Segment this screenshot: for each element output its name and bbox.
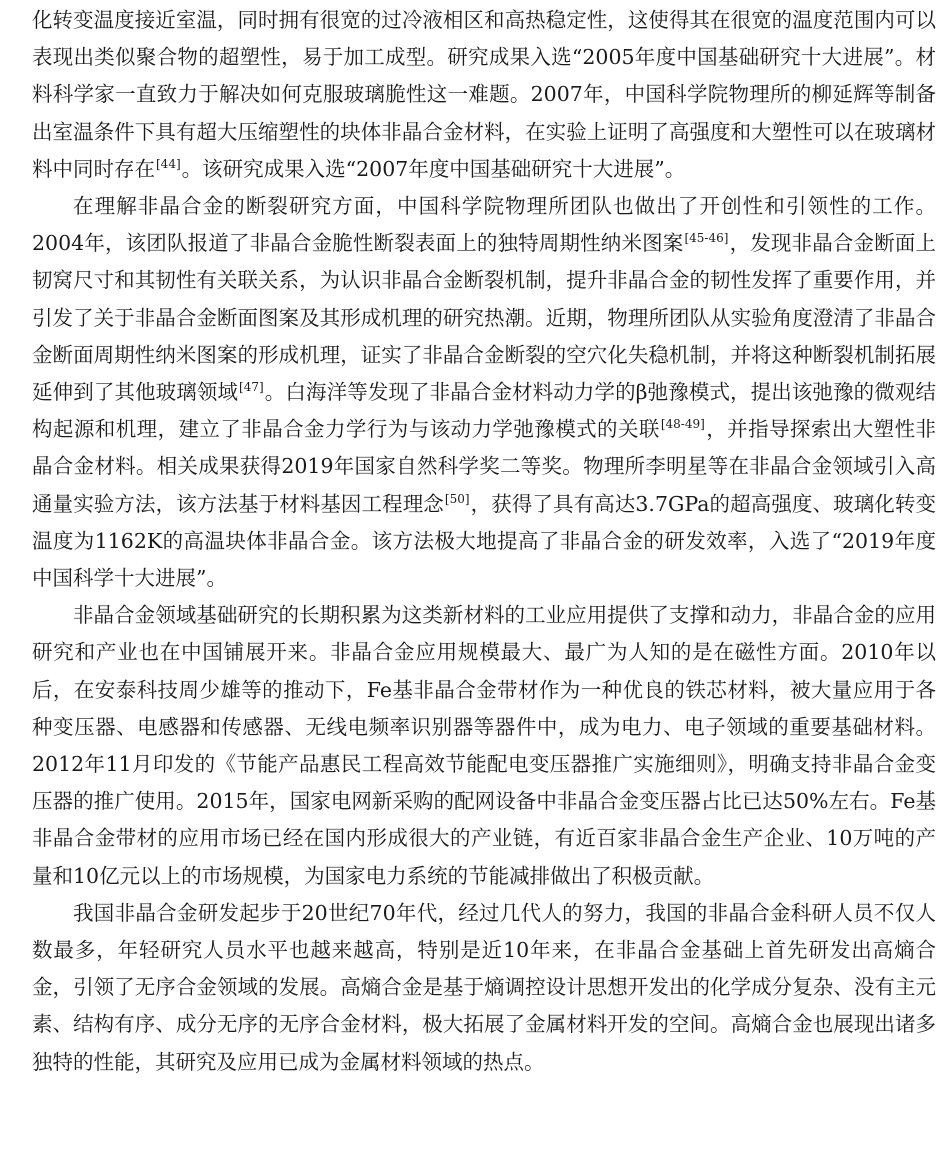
paragraph-text: 。白海洋等发现了非晶合金材料动力学的β弛豫模式，提出该弛豫的微观结构起源和机理，建立了非晶合金力学行为与该动力学弛豫模式的关联 — [32, 380, 936, 442]
citation-ref: [50] — [444, 491, 470, 506]
paragraph-2 — [32, 188, 936, 597]
paragraph-3 — [32, 597, 936, 895]
paragraph-1 — [32, 2, 936, 188]
citation-ref: [48-49] — [660, 417, 705, 432]
paragraph-4 — [32, 895, 936, 1081]
paragraph-text: ，获得了具有高达3.7GPa的超高强度、玻璃化转变温度为1162K的高温块体非晶合金。该方法极大地提高了非晶合金的研发效率，入选了“2019年度中国科学十大进展”。 — [32, 491, 936, 591]
paragraph-text: 化转变温度接近室温，同时拥有很宽的过冷液相区和高热稳定性，这使得其在很宽的温度范围内可以表现出类似聚合物的超塑性，易于加工成型。研究成果入选“2005年度中国基础研究十大进展”。材料科学家一直致力于解决如何克服玻璃脆性这一难题。2007年，中国科学院物理所的柳延辉等制备出室温条件下具有超大压缩塑性的块体非晶合金材料，在实验上证明了高强度和大塑性可以在玻璃材料中同时存在 — [32, 8, 936, 181]
citation-ref: [44] — [156, 156, 181, 171]
paragraph-text: 。该研究成果入选“2007年度中国基础研究十大进展”。 — [181, 156, 686, 181]
paragraph-text: 在理解非晶合金的断裂研究方面，中国科学院物理所团队也做出了开创性和引领性的工作。2004年，该团队报道了非晶合金脆性断裂表面上的独特周期性纳米图案 — [32, 194, 936, 256]
paragraph-text: ，并指导探索出大塑性非晶合金材料。相关成果获得2019年国家自然科学奖二等奖。物理所李明星等在非晶合金领域引入高通量实验方法，该方法基于材料基因工程理念 — [32, 417, 936, 516]
paragraph-text: ，发现非晶合金断面上韧窝尺寸和其韧性有关联关系，为认识非晶合金断裂机制，提升非晶合金的韧性发挥了重要作用，并引发了关于非晶合金断面图案及其形成机理的研究热潮。近期，物理所团队从实验角度澄清了非晶合金断面周期性纳米图案的形成机理，证实了非晶合金断裂的空穴化失稳机制，并将这种断裂机制拓展延伸到了其他玻璃领域 — [32, 231, 937, 405]
paragraph-text: 非晶合金领域基础研究的长期积累为这类新材料的工业应用提供了支撑和动力，非晶合金的应用研究和产业也在中国铺展开来。非晶合金应用规模最大、最广为人知的是在磁性方面。2010年以后，在安泰科技周少雄等的推动下，Fe基非晶合金带材作为一种优良的铁芯材料，被大量应用于各种变压器、电感器和传感器、无线电频率识别器等器件中，成为电力、电子领域的重要基础材料。2012年11月印发的《节能产品惠民工程高效节能配电变压器推广实施细则》，明确支持非晶合金变压器的推广使用。2015年，国家电网新采购的配网设备中非晶合金变压器占比已达50%左右。Fe基非晶合金带材的应用市场已经在国内形成很大的产业链，有近百家非晶合金生产企业、10万吨的产量和10亿元以上的市场规模，为国家电力系统的节能减排做出了积极贡献。 — [32, 603, 936, 888]
paragraph-text: 我国非晶合金研发起步于20世纪70年代，经过几代人的努力，我国的非晶合金科研人员不仅人数最多，年轻研究人员水平也越来越高，特别是近10年来，在非晶合金基础上首先研发出高熵合金，引领了无序合金领域的发展。高熵合金是基于熵调控设计思想开发出的化学成分复杂、没有主元素、结构有序、成分无序的无序合金材料，极大拓展了金属材料开发的空间。高熵合金也展现出诸多独特的性能，其研究及应用已成为金属材料领域的热点。 — [32, 900, 936, 1074]
citation-ref: [45-46] — [684, 231, 729, 246]
citation-ref: [47] — [239, 380, 264, 395]
